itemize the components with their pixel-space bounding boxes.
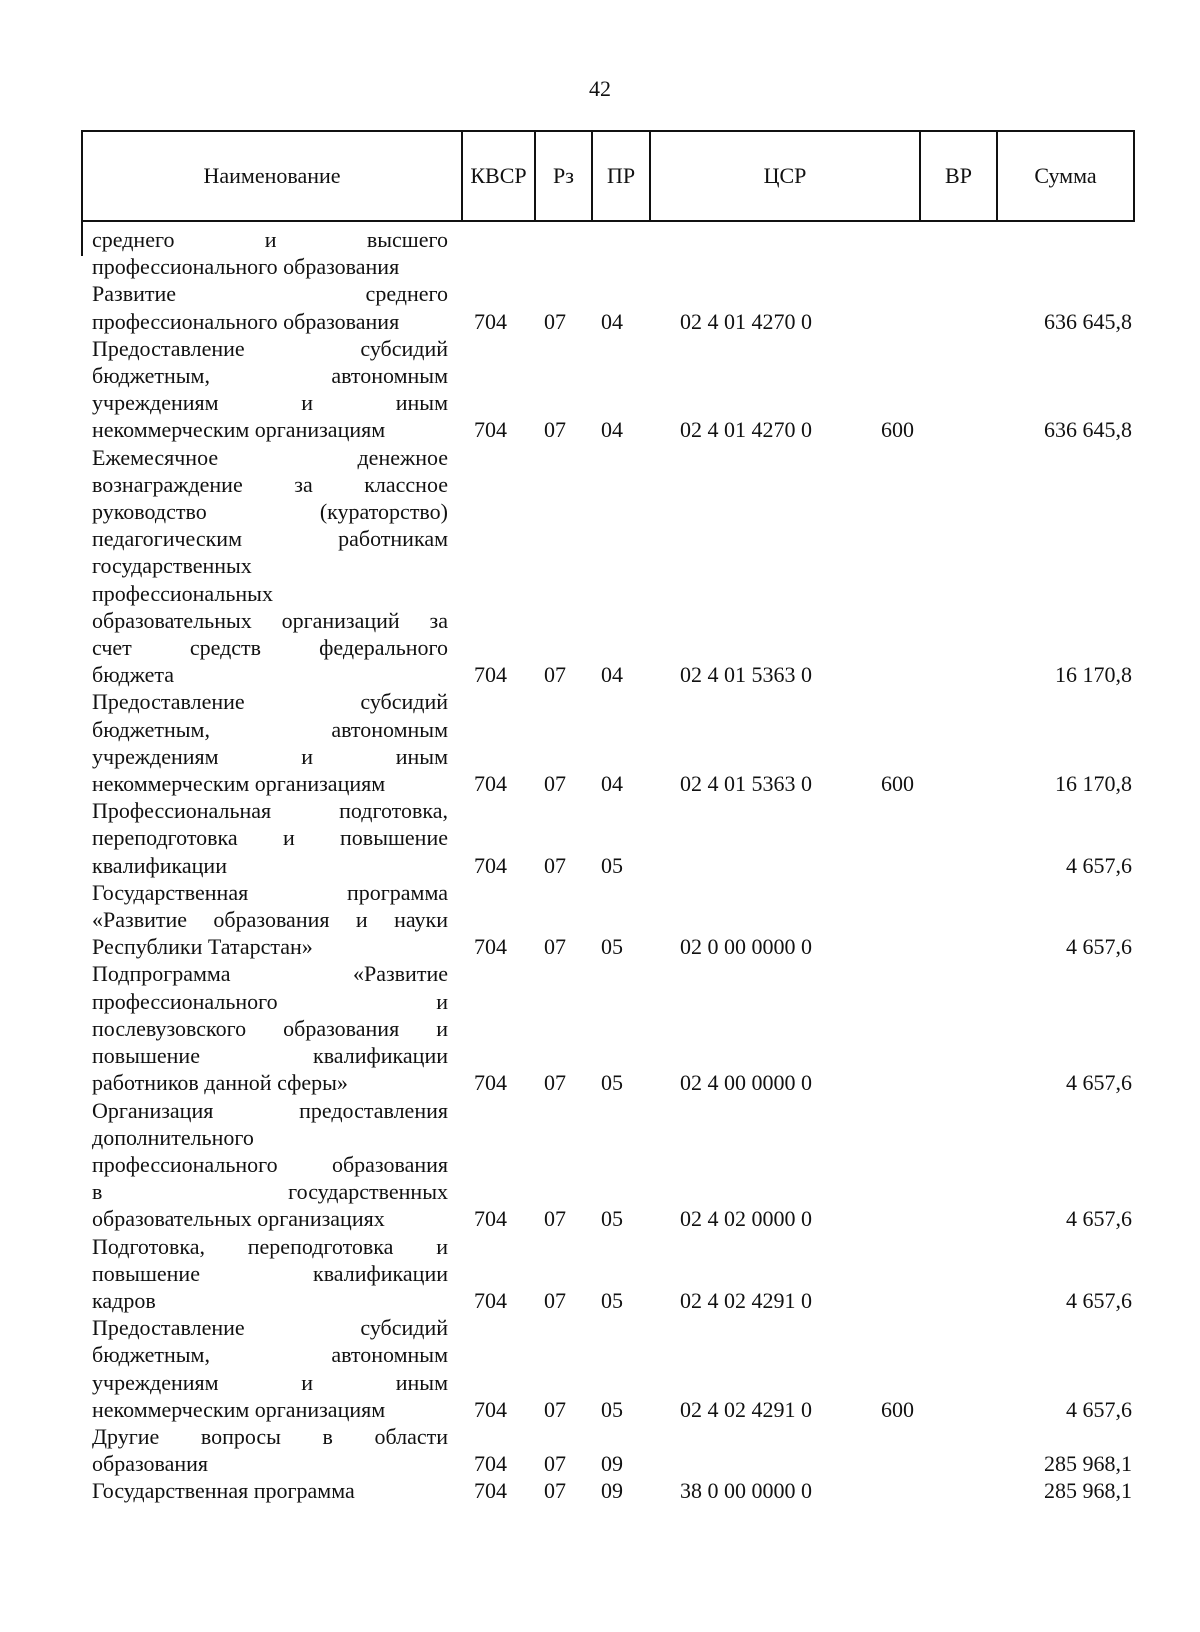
row-csr: 02 0 00 0000 0	[680, 934, 812, 960]
row-name-line: профессиональных	[92, 580, 273, 606]
row-name-line: повышение квалификации	[92, 1260, 448, 1286]
row-csr: 02 4 02 4291 0	[680, 1396, 812, 1422]
row-name-line: бюджетным, автономным	[92, 1342, 448, 1368]
row-name-line: профессионального образования	[92, 1151, 448, 1177]
row-rz: 07	[544, 852, 566, 878]
row-rz: 07	[544, 308, 566, 334]
row-name-line: переподготовка и повышение	[92, 825, 448, 851]
row-sum: 4 657,6	[1066, 1396, 1132, 1422]
row-rz: 07	[544, 1396, 566, 1422]
row-name-line: профессионального образования	[92, 308, 400, 334]
table-row	[92, 335, 1132, 444]
row-kvsr: 704	[474, 1451, 507, 1477]
row-name	[92, 1097, 448, 1233]
row-kvsr: 704	[474, 934, 507, 960]
row-pr: 04	[601, 662, 623, 688]
row-sum: 285 968,1	[1044, 1451, 1132, 1477]
table-left-border	[81, 222, 83, 256]
table-row	[92, 688, 1132, 797]
row-name	[92, 226, 448, 280]
row-name-line: некоммерческим организациям	[92, 771, 386, 797]
row-pr: 05	[601, 1206, 623, 1232]
row-vr: 600	[881, 1396, 914, 1422]
row-name-line: Организация предоставления	[92, 1097, 448, 1123]
row-pr: 05	[601, 1396, 623, 1422]
row-name	[92, 879, 448, 961]
row-name-line: Предоставление субсидий	[92, 335, 448, 361]
row-sum: 16 170,8	[1055, 662, 1132, 688]
row-sum: 4 657,6	[1066, 1070, 1132, 1096]
row-rz: 07	[544, 1287, 566, 1313]
row-name	[92, 1233, 448, 1315]
row-name-line: послевузовского образования и	[92, 1015, 448, 1041]
row-kvsr: 704	[474, 1070, 507, 1096]
row-name-line: в государственных	[92, 1179, 448, 1205]
row-name-line: образовательных организациях	[92, 1206, 385, 1232]
header-vr: ВР	[919, 132, 996, 220]
row-rz: 07	[544, 1478, 566, 1504]
row-name-line: Государственная программа	[92, 1478, 355, 1504]
row-kvsr: 704	[474, 417, 507, 443]
row-pr: 04	[601, 308, 623, 334]
row-name-line: Республики Татарстан»	[92, 934, 313, 960]
row-pr: 05	[601, 934, 623, 960]
header-rz: Рз	[534, 132, 591, 220]
row-name-line: профессионального и	[92, 988, 448, 1014]
row-name-line: среднего и высшего	[92, 227, 448, 252]
row-rz: 07	[544, 771, 566, 797]
header-sum: Сумма	[996, 132, 1133, 220]
table-row	[92, 1423, 1132, 1477]
row-sum: 4 657,6	[1066, 852, 1132, 878]
row-kvsr: 704	[474, 1478, 507, 1504]
row-name	[92, 444, 448, 689]
row-csr: 02 4 01 4270 0	[680, 417, 812, 443]
row-name-line: Ежемесячное денежное	[92, 444, 448, 470]
row-name-line: Профессиональная подготовка,	[92, 798, 448, 824]
row-pr: 04	[601, 771, 623, 797]
row-name-line: некоммерческим организациям	[92, 417, 386, 443]
page-number: 42	[589, 76, 611, 101]
row-name	[92, 1423, 448, 1477]
header-kvsr: КВСР	[461, 132, 534, 220]
table-row	[92, 1097, 1132, 1233]
row-name-line: учреждениям и иным	[92, 743, 448, 769]
table-row	[92, 444, 1132, 689]
row-name-line: руководство (кураторство)	[92, 499, 448, 525]
row-name-line: Предоставление субсидий	[92, 689, 448, 715]
row-name	[92, 797, 448, 879]
row-name-line: дополнительного	[92, 1124, 254, 1150]
row-kvsr: 704	[474, 1287, 507, 1313]
row-name-line: некоммерческим организациям	[92, 1396, 386, 1422]
row-name-line: образования	[92, 1451, 209, 1477]
row-csr: 38 0 00 0000 0	[680, 1478, 812, 1504]
row-pr: 09	[601, 1451, 623, 1477]
row-kvsr: 704	[474, 1396, 507, 1422]
row-csr: 02 4 02 0000 0	[680, 1206, 812, 1232]
table-row	[92, 1477, 1132, 1504]
row-name-line: Другие вопросы в области	[92, 1423, 448, 1449]
row-vr: 600	[881, 417, 914, 443]
row-name-line: учреждениям и иным	[92, 390, 448, 416]
row-name	[92, 1314, 448, 1423]
row-csr: 02 4 01 5363 0	[680, 662, 812, 688]
row-rz: 07	[544, 1206, 566, 1232]
row-sum: 4 657,6	[1066, 934, 1132, 960]
row-name-line: бюджетным, автономным	[92, 363, 448, 389]
row-sum: 636 645,8	[1044, 417, 1132, 443]
row-name	[92, 688, 448, 797]
row-name-line: профессионального образования	[92, 254, 400, 280]
row-name-line: квалификации	[92, 852, 227, 878]
header-csr: ЦСР	[649, 132, 919, 220]
row-name	[92, 280, 448, 334]
header-name: Наименование	[203, 163, 341, 188]
table-row	[92, 280, 1132, 334]
table-row	[92, 1233, 1132, 1315]
row-name-line: образовательных организаций за	[92, 607, 448, 633]
row-rz: 07	[544, 1070, 566, 1096]
table-row	[92, 1314, 1132, 1423]
row-csr: 02 4 02 4291 0	[680, 1287, 812, 1313]
row-kvsr: 704	[474, 308, 507, 334]
table-row	[92, 879, 1132, 961]
row-kvsr: 704	[474, 662, 507, 688]
row-kvsr: 704	[474, 1206, 507, 1232]
row-name	[92, 1477, 448, 1504]
row-name-line: работников данной сферы»	[92, 1070, 348, 1096]
row-name-line: повышение квалификации	[92, 1043, 448, 1069]
row-rz: 07	[544, 934, 566, 960]
row-rz: 07	[544, 1451, 566, 1477]
row-name-line: Государственная программа	[92, 879, 448, 905]
row-name-line: вознаграждение за классное	[92, 471, 448, 497]
row-sum: 4 657,6	[1066, 1206, 1132, 1232]
row-pr: 09	[601, 1478, 623, 1504]
table-row	[92, 226, 1132, 280]
row-name-line: педагогическим работникам	[92, 526, 448, 552]
row-csr: 02 4 01 4270 0	[680, 308, 812, 334]
row-name-line: Подготовка, переподготовка и	[92, 1233, 448, 1259]
row-kvsr: 704	[474, 771, 507, 797]
row-name-line: Подпрограмма «Развитие	[92, 961, 448, 987]
table-row	[92, 960, 1132, 1096]
header-pr: ПР	[591, 132, 649, 220]
row-rz: 07	[544, 662, 566, 688]
row-pr: 05	[601, 1070, 623, 1096]
row-sum: 636 645,8	[1044, 308, 1132, 334]
row-csr: 02 4 01 5363 0	[680, 771, 812, 797]
table-header	[81, 130, 1135, 222]
row-name-line: Развитие среднего	[92, 281, 448, 307]
row-sum: 4 657,6	[1066, 1287, 1132, 1313]
row-csr: 02 4 00 0000 0	[680, 1070, 812, 1096]
row-vr: 600	[881, 771, 914, 797]
row-name-line: бюджета	[92, 662, 175, 688]
row-pr: 05	[601, 1287, 623, 1313]
row-pr: 05	[601, 852, 623, 878]
row-kvsr: 704	[474, 852, 507, 878]
row-name	[92, 335, 448, 444]
row-name-line: учреждениям и иным	[92, 1369, 448, 1395]
row-name-line: счет средств федерального	[92, 635, 448, 661]
row-name	[92, 960, 448, 1096]
row-sum: 285 968,1	[1044, 1478, 1132, 1504]
row-pr: 04	[601, 417, 623, 443]
row-name-line: кадров	[92, 1287, 156, 1313]
table-row	[92, 797, 1132, 879]
row-name-line: бюджетным, автономным	[92, 716, 448, 742]
row-name-line: «Развитие образования и науки	[92, 907, 448, 933]
table-body	[92, 226, 1132, 1505]
row-sum: 16 170,8	[1055, 771, 1132, 797]
row-name-line: государственных	[92, 553, 252, 579]
row-rz: 07	[544, 417, 566, 443]
row-name-line: Предоставление субсидий	[92, 1315, 448, 1341]
